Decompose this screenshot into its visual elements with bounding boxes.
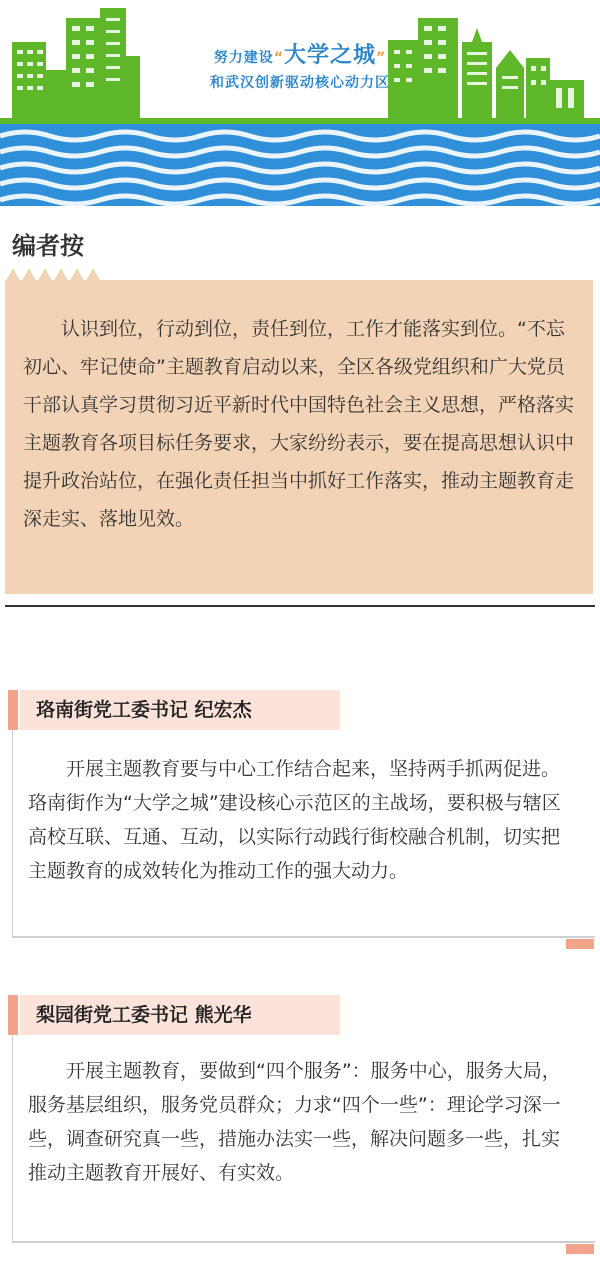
banner-slogan-pre: 努力建设 xyxy=(213,50,274,66)
section-accent-right xyxy=(566,939,594,949)
editor-note-text: 认识到位，行动到位，责任到位，工作才能落实到位。“不忘初心、牢记使命”主题教育启动以来，全区各级党组织和广大党员干部认真学习贯彻习近平新时代中国特色社会主义思想，严格落实主题教育各项目标任务要求，大家纷纷表示，要在提高思想认识中提升政治站位，在强化责任担当中抓好工作落实，推动主题教育走深走实、落地见效。 xyxy=(23,318,575,530)
section-accent-right xyxy=(566,1244,594,1254)
banner-slogan-line2: 和武汉创新驱动核心动力区 xyxy=(210,75,390,91)
section-text: 开展主题教育要与中心工作结合起来，坚持两手抓两促进。珞南街作为“大学之城”建设核心示范区的主战场，要积极与辖区高校互联、互通、互动，以实际行动践行街校融合机制，切实把主题教育的成效转化为推动工作的强大动力。 xyxy=(28,758,561,882)
banner-quote-open: “ xyxy=(273,50,284,66)
city-skyline-illustration xyxy=(0,0,600,210)
divider-line xyxy=(5,605,595,607)
section-accent-left xyxy=(8,690,18,730)
banner-slogan-line1 xyxy=(0,38,600,69)
editor-note-title: 编者按 xyxy=(12,232,84,260)
section-accent-left xyxy=(8,995,18,1035)
banner-slogan-big: 大学之城 xyxy=(283,43,376,68)
section-label: 梨园街党工委书记 熊光华 xyxy=(20,995,340,1035)
header-banner xyxy=(0,0,600,210)
section-label: 珞南街党工委书记 纪宏杰 xyxy=(20,690,340,730)
section-text: 开展主题教育，要做到“四个服务”：服务中心，服务大局，服务基层组织，服务党员群众；力求“四个一些”：理论学习深一些，调查研究真一些，措施办法实一些，解决问题多一些，扎实推动主题教育开展好、有实效。 xyxy=(28,1060,561,1184)
banner-quote-close: ” xyxy=(376,50,387,66)
